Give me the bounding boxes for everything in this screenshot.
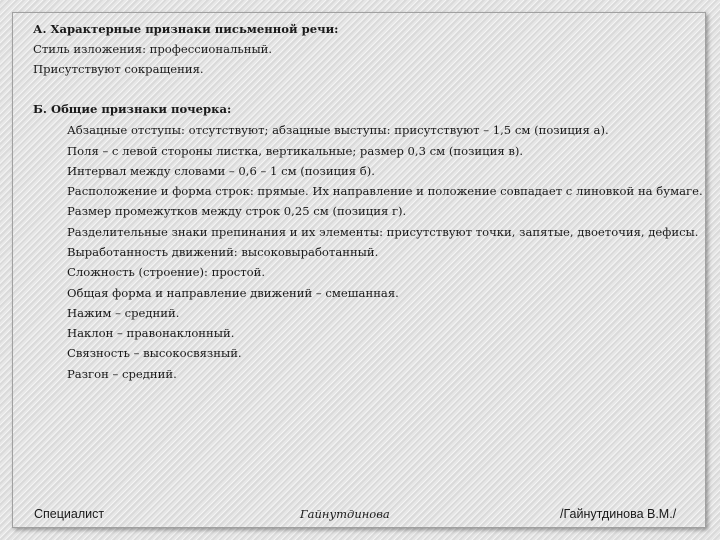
signature-name: /Гайнутдинова В.М./ bbox=[560, 507, 677, 521]
section-b-line: Разделительные знаки препинания и их элементы: присутствуют точки, запятые, двоеточия, дефисы. bbox=[67, 225, 699, 239]
section-b-line: Связность – высокосвязный. bbox=[67, 346, 242, 360]
section-a-line: Стиль изложения: профессиональный. bbox=[33, 42, 273, 56]
section-b-line: Разгон – средний. bbox=[67, 367, 177, 381]
section-b-line: Интервал между словами – 0,6 – 1 см (позиция б). bbox=[67, 164, 375, 178]
section-a-heading: А. Характерные признаки письменной речи: bbox=[33, 22, 339, 36]
section-b-line: Наклон – правонаклонный. bbox=[67, 326, 235, 340]
section-b-line: Расположение и форма строк: прямые. Их направление и положение совпадает с линовкой на бумаге. bbox=[67, 184, 703, 198]
section-b-line: Абзацные отступы: отсутствуют; абзацные выступы: присутствуют – 1,5 см (позиция а). bbox=[67, 123, 609, 137]
section-a-line: Присутствуют сокращения. bbox=[33, 62, 204, 76]
section-b-line: Размер промежутков между строк 0,25 см (позиция г). bbox=[67, 204, 407, 218]
section-b-line: Сложность (строение): простой. bbox=[67, 265, 266, 279]
section-b-heading: Б. Общие признаки почерка: bbox=[33, 102, 232, 116]
section-b-line: Выработанность движений: высоковыработанный. bbox=[67, 245, 379, 259]
signature-role: Специалист bbox=[34, 507, 105, 521]
section-b-line: Поля – с левой стороны листка, вертикальные; размер 0,3 см (позиция в). bbox=[67, 144, 524, 158]
section-b-line: Общая форма и направление движений – смешанная. bbox=[67, 286, 399, 300]
section-b-line: Нажим – средний. bbox=[67, 306, 180, 320]
signature-handwritten: Гайнутдинова bbox=[300, 507, 390, 521]
